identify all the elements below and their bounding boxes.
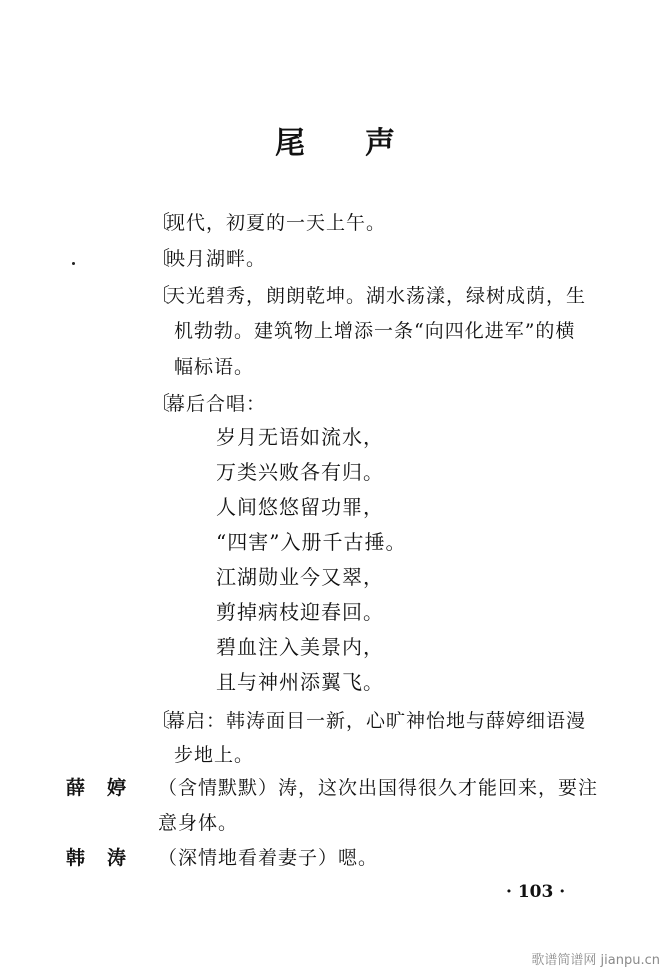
stage-direction [150,206,386,235]
dialogue-line: 意身体。 [158,812,239,834]
verse-line: 且与神州添翼飞。 [216,670,384,694]
verse-line: 万类兴败各有归。 [216,460,384,484]
verse-line: 江湖勋业今又翠， [216,565,384,589]
watermark: 歌谱简谱网 jianpu.cn [531,953,660,968]
speaker-name: 韩涛 [66,847,149,869]
stage-text: 现代，初夏的一天上午。 [166,212,387,234]
title-char-2: 声 [365,126,397,161]
scene-title [0,118,672,162]
title-char-1: 尾 [275,126,307,161]
bracket-mark: 〔 [150,708,171,732]
stage-direction [150,242,266,271]
verse-line: 剪掉病枝迎春回。 [216,600,384,624]
stage-text-continued: 幅标语。 [174,356,255,378]
stage-text: 映月湖畔。 [166,248,267,270]
page-number: · 103 · [506,882,566,902]
stage-text-continued: 步地上。 [174,744,255,766]
verse-line: 碧血注入美景内， [216,635,384,659]
stage-direction [150,704,586,733]
stage-text-continued: 机勃勃。建筑物上增添一条“向四化进军”的横 [174,320,576,342]
verse-line: 岁月无语如流水， [216,425,384,449]
stage-direction [150,279,586,308]
dialogue-line: （深情地看着妻子）嗯。 [158,847,379,869]
speaker-name: 薛婷 [66,777,149,799]
stage-direction [150,387,266,416]
verse-line: “四害”入册千古捶。 [216,530,407,554]
bracket-mark: 〔 [150,391,171,415]
stage-text: 天光碧秀，朗朗乾坤。湖水荡漾，绿树成荫，生 [166,285,587,307]
bracket-mark: 〔 [150,283,171,307]
print-speck [72,262,75,265]
stage-text: 幕启：韩涛面目一新，心旷神怡地与薛婷细语漫 [166,710,587,732]
bracket-mark: 〔 [150,210,171,234]
bracket-mark: 〔 [150,246,171,270]
verse-line: 人间悠悠留功罪， [216,495,384,519]
stage-text: 幕后合唱： [166,393,267,415]
dialogue-line: （含情默默）涛，这次出国得很久才能回来，要注 [158,777,599,799]
